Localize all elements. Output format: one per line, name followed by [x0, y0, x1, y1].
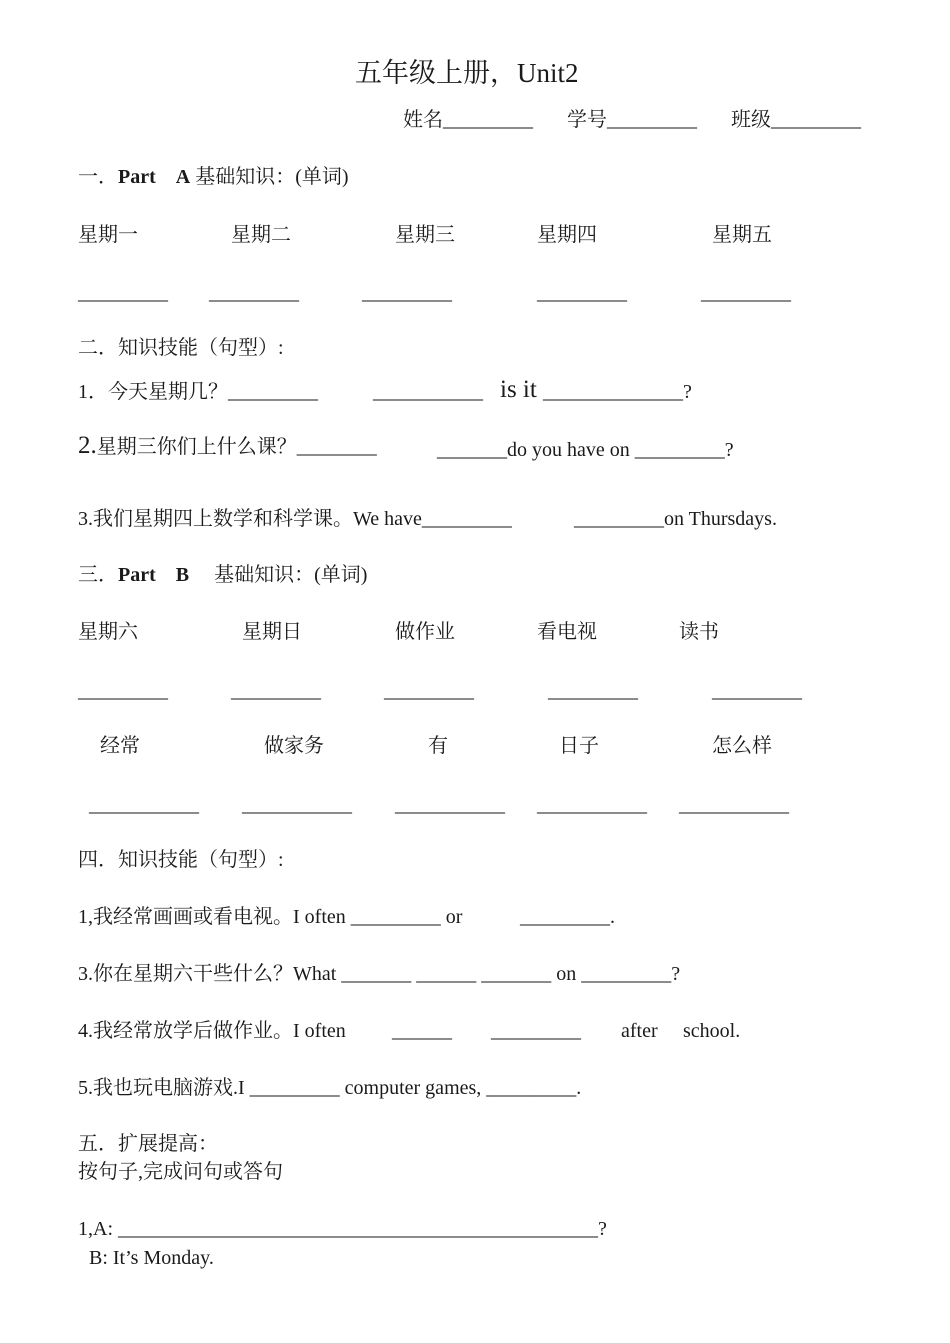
blank-day[interactable]: ___________: [537, 794, 647, 816]
blank-thursday[interactable]: _________: [537, 282, 627, 304]
section3-heading: [78, 565, 367, 585]
s2-q1-isit: is it: [500, 376, 537, 403]
word-watch-tv: 看电视: [537, 621, 597, 643]
s2-q1-blank3[interactable]: ______________?: [543, 381, 692, 403]
s4-question-4: 4.我经常放学后做作业。I often: [78, 1020, 346, 1042]
blank-friday[interactable]: _________: [701, 282, 791, 304]
word-friday: 星期五: [712, 224, 772, 246]
section5-heading: 五．扩展提高：: [78, 1133, 218, 1155]
blank-sunday[interactable]: _________: [231, 680, 321, 702]
blank-monday[interactable]: _________: [78, 282, 168, 304]
word-read-books: 读书: [679, 621, 719, 643]
blank-do-homework[interactable]: _________: [384, 680, 474, 702]
word-day: 日子: [559, 735, 599, 757]
s4-q4-blank2[interactable]: _________: [491, 1020, 581, 1042]
blank-have[interactable]: ___________: [395, 794, 505, 816]
s5-q1-a[interactable]: 1,A: ________________________________________________?: [78, 1218, 607, 1240]
blank-watch-tv[interactable]: _________: [548, 680, 638, 702]
blank-wednesday[interactable]: _________: [362, 282, 452, 304]
section1-heading-prefix: 一．: [78, 166, 118, 188]
section3-heading-part: Part B: [118, 564, 190, 586]
s2-q2-number: 2.: [78, 432, 97, 459]
word-thursday: 星期四: [537, 224, 597, 246]
s4-q4-after: after: [621, 1020, 658, 1042]
s2-q2-text: 星期三你们上什么课？________: [96, 436, 377, 458]
word-do-housework: 做家务: [264, 735, 324, 757]
s4-q4-school: school.: [683, 1020, 741, 1042]
section1-heading-suffix: 基础知识：(单词): [195, 166, 349, 188]
s2-question-1: [78, 382, 318, 402]
student-number-field[interactable]: 学号_________: [567, 109, 697, 131]
s2-q1-blank2[interactable]: ___________: [373, 381, 483, 403]
section5-instruction: 按句子,完成问句或答句: [78, 1161, 283, 1183]
s2-question-3: 3.我们星期四上数学和科学课。We have_________: [78, 508, 512, 530]
blank-how-about[interactable]: ___________: [679, 794, 789, 816]
word-wednesday: 星期三: [395, 224, 455, 246]
word-do-homework: 做作业: [395, 621, 455, 643]
section3-heading-prefix: 三．: [78, 564, 118, 586]
s4-question-1: 1,我经常画画或看电视。I often _________ or: [78, 906, 463, 928]
section2-heading: 二．知识技能（句型）:: [78, 337, 284, 359]
class-field[interactable]: 班级_________: [731, 109, 861, 131]
s2-q2-rest[interactable]: _______do you have on _________?: [437, 439, 734, 461]
blank-do-housework[interactable]: ___________: [242, 794, 352, 816]
blank-read-books[interactable]: _________: [712, 680, 802, 702]
word-tuesday: 星期二: [231, 224, 291, 246]
section1-heading: [78, 167, 349, 187]
word-sunday: 星期日: [242, 621, 302, 643]
s2-question-2: [78, 433, 377, 458]
section1-heading-part: Part A: [118, 166, 191, 188]
word-monday: 星期一: [78, 224, 138, 246]
s4-q1-rest[interactable]: _________.: [520, 906, 615, 928]
section4-heading: 四．知识技能（句型）:: [78, 849, 284, 871]
s4-q4-blank1[interactable]: ______: [392, 1020, 452, 1042]
s2-q1-prefix: 1．今天星期几？_________: [78, 381, 318, 403]
blank-saturday[interactable]: _________: [78, 680, 168, 702]
word-saturday: 星期六: [78, 621, 138, 643]
word-have: 有: [428, 735, 448, 757]
worksheet-title: 五年级上册，Unit2: [355, 58, 579, 88]
word-how-about: 怎么样: [712, 735, 772, 757]
blank-tuesday[interactable]: _________: [209, 282, 299, 304]
word-often: 经常: [100, 735, 140, 757]
s2-q3-rest[interactable]: _________on Thursdays.: [574, 508, 777, 530]
section3-heading-suffix: 基础知识：(单词): [214, 564, 368, 586]
s5-q1-b: B: It’s Monday.: [89, 1247, 214, 1269]
blank-often[interactable]: ___________: [89, 794, 199, 816]
name-field[interactable]: 姓名_________: [403, 109, 533, 131]
s4-question-5: 5.我也玩电脑游戏.I _________ computer games, _________.: [78, 1077, 582, 1099]
s4-question-3: 3.你在星期六干些什么？What _______ ______ _______ on _________?: [78, 963, 681, 985]
